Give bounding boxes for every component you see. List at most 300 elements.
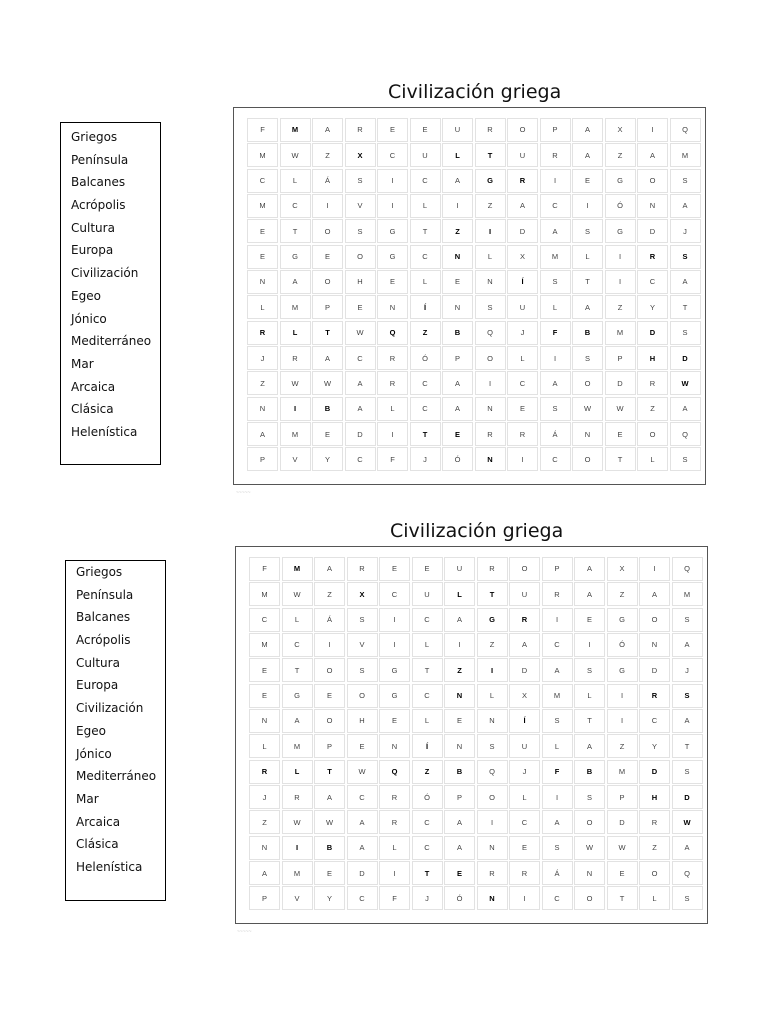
- grid-cell: S: [477, 734, 508, 758]
- grid-cell: S: [672, 886, 703, 910]
- grid-cell: A: [444, 836, 475, 860]
- grid-cell: W: [607, 836, 638, 860]
- grid-cell: E: [509, 836, 540, 860]
- grid-cell: E: [605, 422, 636, 446]
- grid-cell: G: [475, 169, 506, 193]
- grid-cell: T: [670, 295, 701, 319]
- word-list-item: Península: [76, 587, 134, 602]
- grid-cell: I: [475, 371, 506, 395]
- grid-cell: T: [412, 658, 443, 682]
- grid-cell: Z: [444, 658, 475, 682]
- grid-cell: P: [314, 734, 345, 758]
- grid-cell: E: [507, 397, 538, 421]
- grid-cell: L: [377, 397, 408, 421]
- grid-cell: E: [314, 861, 345, 885]
- grid-cell: Q: [670, 422, 701, 446]
- grid-cell: P: [249, 886, 280, 910]
- grid-cell: U: [442, 118, 473, 142]
- grid-cell: E: [607, 861, 638, 885]
- grid-cell: R: [477, 861, 508, 885]
- grid-cell: I: [475, 219, 506, 243]
- grid-cell: E: [249, 658, 280, 682]
- grid-cell: I: [379, 861, 410, 885]
- word-list-item: Balcanes: [76, 610, 131, 625]
- grid-cell: T: [312, 321, 343, 345]
- grid-cell: Y: [637, 295, 668, 319]
- grid-cell: R: [379, 810, 410, 834]
- grid-cell: R: [475, 118, 506, 142]
- grid-cell: A: [672, 836, 703, 860]
- grid-cell: W: [605, 397, 636, 421]
- grid-cell: M: [280, 118, 311, 142]
- grid-cell: D: [345, 422, 376, 446]
- grid-cell: E: [442, 422, 473, 446]
- grid-cell: N: [477, 836, 508, 860]
- grid-cell: P: [312, 295, 343, 319]
- grid-cell: H: [637, 346, 668, 370]
- grid-cell: C: [637, 270, 668, 294]
- grid-cell: V: [347, 633, 378, 657]
- grid-cell: S: [540, 270, 571, 294]
- grid-cell: S: [672, 608, 703, 632]
- grid-cell: R: [637, 371, 668, 395]
- grid-cell: G: [605, 219, 636, 243]
- word-search-grid: [247, 118, 701, 471]
- grid-cell: I: [540, 169, 571, 193]
- grid-cell: S: [574, 785, 605, 809]
- grid-cell: E: [410, 118, 441, 142]
- grid-cell: I: [314, 633, 345, 657]
- grid-cell: O: [574, 810, 605, 834]
- grid-cell: L: [280, 169, 311, 193]
- grid-cell: U: [509, 582, 540, 606]
- grid-cell: W: [672, 810, 703, 834]
- grid-cell: L: [572, 245, 603, 269]
- grid-cell: R: [542, 582, 573, 606]
- grid-cell: O: [475, 346, 506, 370]
- grid-cell: A: [347, 836, 378, 860]
- grid-cell: B: [442, 321, 473, 345]
- word-list-item: Civilización: [71, 266, 139, 281]
- grid-cell: E: [314, 684, 345, 708]
- grid-cell: M: [249, 582, 280, 606]
- grid-cell: I: [377, 422, 408, 446]
- grid-cell: C: [540, 194, 571, 218]
- grid-cell: L: [444, 582, 475, 606]
- grid-cell: G: [607, 608, 638, 632]
- grid-cell: E: [572, 169, 603, 193]
- grid-cell: X: [605, 118, 636, 142]
- grid-cell: C: [412, 608, 443, 632]
- grid-cell: Z: [412, 760, 443, 784]
- grid-cell: P: [540, 118, 571, 142]
- grid-cell: R: [247, 321, 278, 345]
- grid-cell: J: [670, 219, 701, 243]
- grid-cell: A: [444, 810, 475, 834]
- grid-cell: T: [280, 219, 311, 243]
- grid-cell: E: [247, 219, 278, 243]
- grid-cell: I: [282, 836, 313, 860]
- grid-cell: C: [282, 633, 313, 657]
- word-list-item: Mediterráneo: [71, 334, 152, 349]
- grid-cell: S: [670, 245, 701, 269]
- grid-cell: Á: [542, 861, 573, 885]
- grid-cell: L: [540, 295, 571, 319]
- grid-cell: A: [574, 582, 605, 606]
- puzzle-title: Civilización griega: [390, 520, 564, 542]
- grid-cell: N: [249, 836, 280, 860]
- word-list-item: Egeo: [76, 723, 106, 738]
- grid-cell: G: [379, 658, 410, 682]
- grid-cell: Á: [540, 422, 571, 446]
- grid-cell: C: [507, 371, 538, 395]
- grid-cell: C: [347, 886, 378, 910]
- grid-cell: C: [379, 582, 410, 606]
- grid-cell: S: [572, 219, 603, 243]
- grid-cell: A: [542, 658, 573, 682]
- grid-cell: J: [672, 658, 703, 682]
- grid-cell: M: [542, 684, 573, 708]
- grid-cell: N: [639, 633, 670, 657]
- grid-cell: Ó: [444, 886, 475, 910]
- grid-cell: V: [345, 194, 376, 218]
- grid-cell: F: [247, 118, 278, 142]
- grid-cell: A: [574, 734, 605, 758]
- grid-cell: E: [444, 861, 475, 885]
- grid-cell: L: [637, 447, 668, 471]
- grid-cell: I: [442, 194, 473, 218]
- grid-cell: M: [249, 633, 280, 657]
- grid-cell: B: [444, 760, 475, 784]
- grid-cell: L: [574, 684, 605, 708]
- grid-cell: M: [247, 194, 278, 218]
- grid-cell: L: [412, 633, 443, 657]
- grid-cell: M: [282, 861, 313, 885]
- grid-cell: O: [639, 861, 670, 885]
- grid-cell: M: [540, 245, 571, 269]
- grid-cell: L: [410, 194, 441, 218]
- grid-cell: G: [280, 245, 311, 269]
- grid-cell: M: [280, 295, 311, 319]
- grid-cell: U: [509, 734, 540, 758]
- grid-cell: O: [314, 658, 345, 682]
- grid-cell: D: [507, 219, 538, 243]
- grid-cell: C: [542, 633, 573, 657]
- grid-cell: N: [377, 295, 408, 319]
- grid-cell: J: [412, 886, 443, 910]
- grid-cell: A: [442, 397, 473, 421]
- grid-cell: E: [249, 684, 280, 708]
- grid-cell: Z: [477, 633, 508, 657]
- grid-cell: Q: [379, 760, 410, 784]
- grid-cell: O: [314, 709, 345, 733]
- grid-cell: X: [607, 557, 638, 581]
- grid-cell: T: [410, 422, 441, 446]
- grid-cell: T: [410, 219, 441, 243]
- grid-cell: G: [605, 169, 636, 193]
- word-list-item: Helenística: [71, 424, 138, 439]
- word-search-grid: [249, 557, 703, 910]
- grid-cell: A: [637, 143, 668, 167]
- grid-cell: Ó: [412, 785, 443, 809]
- grid-cell: Z: [410, 321, 441, 345]
- grid-cell: M: [670, 143, 701, 167]
- grid-cell: C: [377, 143, 408, 167]
- grid-cell: O: [312, 219, 343, 243]
- grid-cell: C: [412, 836, 443, 860]
- grid-cell: O: [345, 245, 376, 269]
- grid-cell: A: [314, 785, 345, 809]
- grid-cell: E: [377, 118, 408, 142]
- grid-cell: U: [410, 143, 441, 167]
- grid-cell: B: [572, 321, 603, 345]
- word-list-item: Jónico: [71, 311, 107, 326]
- grid-cell: E: [345, 295, 376, 319]
- grid-cell: A: [572, 118, 603, 142]
- grid-cell: U: [507, 295, 538, 319]
- grid-cell: G: [282, 684, 313, 708]
- grid-cell: D: [347, 861, 378, 885]
- grid-cell: S: [345, 219, 376, 243]
- grid-cell: Z: [247, 371, 278, 395]
- grid-cell: A: [282, 709, 313, 733]
- grid-cell: M: [282, 734, 313, 758]
- word-list-item: Arcaica: [76, 814, 121, 829]
- grid-cell: F: [379, 886, 410, 910]
- grid-cell: U: [507, 143, 538, 167]
- word-list-item: Mediterráneo: [76, 769, 157, 784]
- grid-cell: G: [607, 658, 638, 682]
- word-list-item: Helenística: [76, 859, 143, 874]
- grid-cell: C: [412, 810, 443, 834]
- grid-cell: N: [249, 709, 280, 733]
- grid-cell: I: [507, 447, 538, 471]
- grid-cell: A: [345, 397, 376, 421]
- grid-cell: P: [605, 346, 636, 370]
- grid-cell: G: [379, 684, 410, 708]
- grid-cell: Q: [670, 118, 701, 142]
- grid-cell: W: [282, 582, 313, 606]
- grid-cell: O: [477, 785, 508, 809]
- grid-cell: O: [574, 886, 605, 910]
- grid-cell: H: [347, 709, 378, 733]
- grid-cell: I: [605, 270, 636, 294]
- grid-cell: A: [442, 371, 473, 395]
- grid-cell: I: [607, 709, 638, 733]
- grid-cell: Á: [314, 608, 345, 632]
- grid-cell: P: [247, 447, 278, 471]
- grid-cell: A: [672, 709, 703, 733]
- grid-cell: A: [572, 295, 603, 319]
- grid-cell: A: [249, 861, 280, 885]
- grid-cell: I: [377, 169, 408, 193]
- grid-cell: C: [345, 346, 376, 370]
- grid-cell: Z: [605, 143, 636, 167]
- grid-cell: J: [509, 760, 540, 784]
- grid-cell: R: [540, 143, 571, 167]
- grid-cell: W: [280, 371, 311, 395]
- grid-cell: Z: [249, 810, 280, 834]
- word-list-items: [66, 561, 165, 879]
- grid-cell: O: [509, 557, 540, 581]
- grid-cell: L: [442, 143, 473, 167]
- footer-mark: ~~~~~: [237, 929, 252, 935]
- grid-cell: N: [475, 447, 506, 471]
- word-list: [60, 122, 161, 465]
- grid-cell: N: [574, 861, 605, 885]
- word-list-item: Mar: [71, 356, 94, 371]
- grid-cell: N: [477, 886, 508, 910]
- grid-cell: A: [312, 118, 343, 142]
- grid-cell: I: [379, 633, 410, 657]
- grid-cell: E: [574, 608, 605, 632]
- word-list-item: Clásica: [76, 837, 119, 852]
- grid-cell: Z: [607, 734, 638, 758]
- grid-cell: Z: [607, 582, 638, 606]
- grid-cell: J: [507, 321, 538, 345]
- grid-cell: G: [377, 219, 408, 243]
- grid-cell: H: [639, 785, 670, 809]
- grid-cell: J: [247, 346, 278, 370]
- grid-cell: E: [379, 709, 410, 733]
- grid-cell: C: [410, 371, 441, 395]
- grid-cell: R: [507, 422, 538, 446]
- grid-cell: L: [412, 709, 443, 733]
- grid-cell: E: [312, 422, 343, 446]
- grid-cell: O: [637, 169, 668, 193]
- grid-cell: J: [249, 785, 280, 809]
- grid-cell: Í: [507, 270, 538, 294]
- grid-cell: X: [507, 245, 538, 269]
- grid-cell: S: [572, 346, 603, 370]
- grid-cell: T: [412, 861, 443, 885]
- grid-cell: I: [477, 810, 508, 834]
- grid-cell: A: [540, 371, 571, 395]
- grid-cell: M: [280, 422, 311, 446]
- grid-cell: W: [347, 760, 378, 784]
- word-list-item: Cultura: [71, 220, 115, 235]
- grid-cell: S: [347, 658, 378, 682]
- grid-cell: Ó: [605, 194, 636, 218]
- grid-cell: F: [249, 557, 280, 581]
- grid-cell: V: [282, 886, 313, 910]
- grid-cell: A: [444, 608, 475, 632]
- grid-cell: E: [444, 709, 475, 733]
- grid-cell: C: [410, 169, 441, 193]
- grid-cell: R: [475, 422, 506, 446]
- grid-cell: Q: [672, 861, 703, 885]
- grid-cell: C: [542, 886, 573, 910]
- grid-cell: C: [347, 785, 378, 809]
- grid-cell: D: [672, 785, 703, 809]
- grid-cell: Z: [312, 143, 343, 167]
- grid-cell: E: [379, 557, 410, 581]
- grid-cell: D: [509, 658, 540, 682]
- grid-cell: I: [607, 684, 638, 708]
- grid-cell: D: [637, 219, 668, 243]
- grid-cell: I: [312, 194, 343, 218]
- grid-cell: B: [574, 760, 605, 784]
- word-list-item: Europa: [76, 678, 119, 693]
- grid-cell: I: [379, 608, 410, 632]
- grid-cell: P: [442, 346, 473, 370]
- grid-cell: M: [607, 760, 638, 784]
- grid-cell: A: [670, 194, 701, 218]
- word-list-item: Europa: [71, 243, 114, 258]
- grid-cell: R: [347, 557, 378, 581]
- grid-cell: J: [410, 447, 441, 471]
- grid-cell: A: [312, 346, 343, 370]
- grid-cell: Í: [509, 709, 540, 733]
- grid-cell: Q: [477, 760, 508, 784]
- word-list-item: Acrópolis: [71, 198, 126, 213]
- grid-cell: X: [345, 143, 376, 167]
- grid-cell: I: [280, 397, 311, 421]
- grid-cell: O: [639, 608, 670, 632]
- grid-cell: C: [639, 709, 670, 733]
- grid-cell: B: [314, 836, 345, 860]
- grid-cell: D: [607, 810, 638, 834]
- grid-cell: N: [442, 295, 473, 319]
- grid-cell: A: [507, 194, 538, 218]
- grid-cell: I: [540, 346, 571, 370]
- grid-cell: V: [280, 447, 311, 471]
- grid-cell: L: [542, 734, 573, 758]
- grid-cell: N: [379, 734, 410, 758]
- word-list-items: [61, 123, 160, 444]
- word-list-item: Griegos: [71, 130, 118, 144]
- grid-cell: Á: [312, 169, 343, 193]
- grid-cell: L: [507, 346, 538, 370]
- grid-cell: Y: [312, 447, 343, 471]
- grid-cell: R: [377, 346, 408, 370]
- grid-cell: Z: [639, 836, 670, 860]
- grid-cell: Z: [605, 295, 636, 319]
- grid-cell: T: [672, 734, 703, 758]
- grid-cell: E: [247, 245, 278, 269]
- grid-cell: Q: [377, 321, 408, 345]
- grid-cell: S: [574, 658, 605, 682]
- grid-cell: W: [345, 321, 376, 345]
- grid-cell: A: [314, 557, 345, 581]
- grid-cell: L: [477, 684, 508, 708]
- grid-cell: R: [637, 245, 668, 269]
- grid-cell: W: [282, 810, 313, 834]
- grid-cell: W: [670, 371, 701, 395]
- grid-cell: A: [672, 633, 703, 657]
- grid-cell: C: [345, 447, 376, 471]
- grid-cell: M: [247, 143, 278, 167]
- grid-cell: W: [312, 371, 343, 395]
- grid-cell: C: [410, 245, 441, 269]
- grid-cell: Z: [637, 397, 668, 421]
- grid-cell: R: [477, 557, 508, 581]
- grid-cell: A: [540, 219, 571, 243]
- grid-cell: O: [572, 371, 603, 395]
- grid-cell: I: [574, 633, 605, 657]
- grid-cell: N: [637, 194, 668, 218]
- grid-cell: G: [377, 245, 408, 269]
- grid-cell: A: [247, 422, 278, 446]
- grid-cell: Z: [475, 194, 506, 218]
- grid-cell: R: [509, 861, 540, 885]
- grid-cell: T: [314, 760, 345, 784]
- grid-cell: R: [249, 760, 280, 784]
- grid-cell: E: [412, 557, 443, 581]
- grid-cell: N: [572, 422, 603, 446]
- grid-cell: L: [247, 295, 278, 319]
- grid-cell: C: [412, 684, 443, 708]
